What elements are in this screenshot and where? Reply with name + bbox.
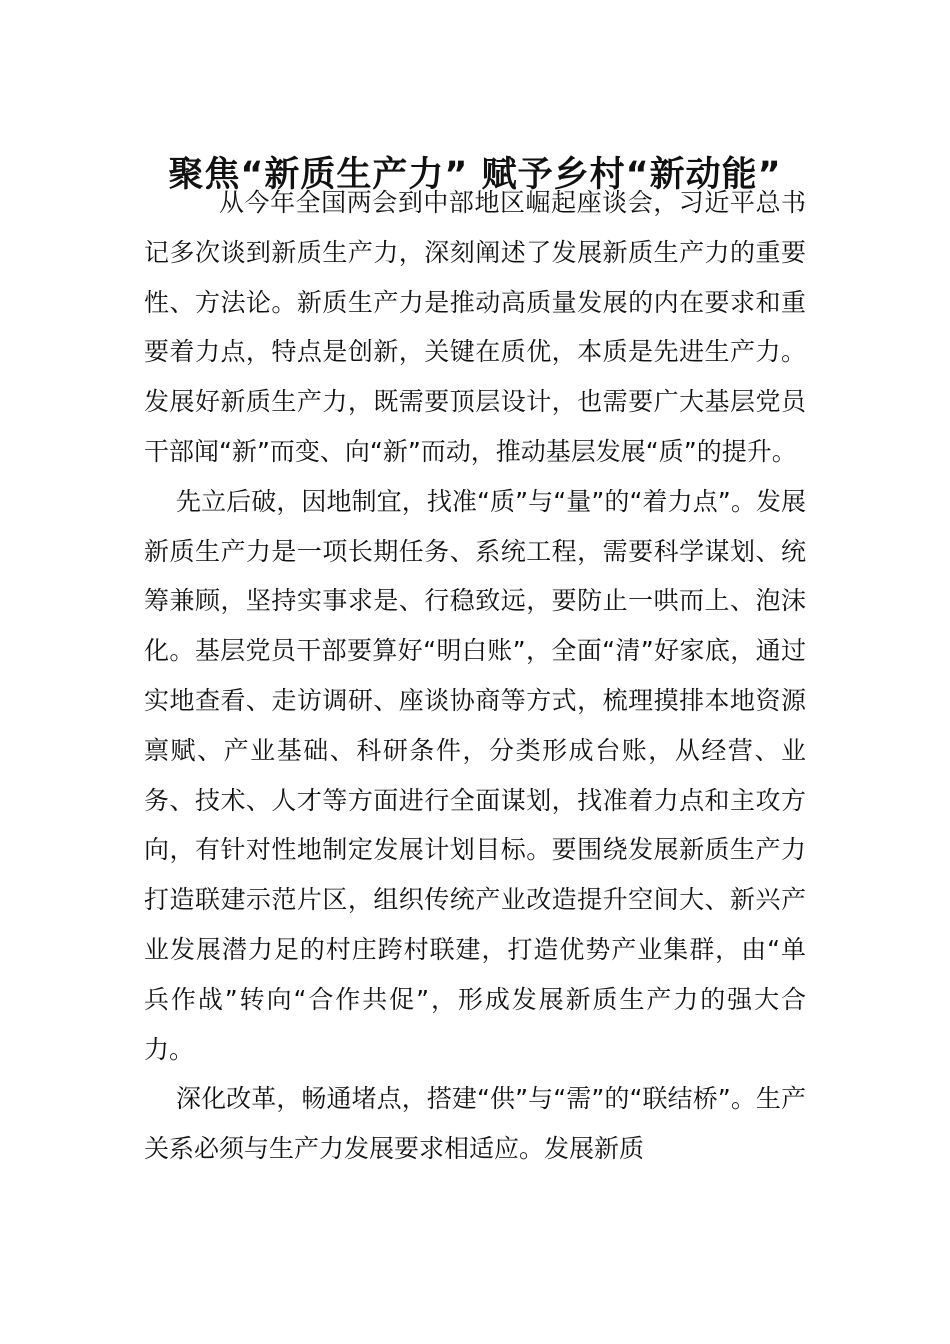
document-body bbox=[144, 178, 806, 1174]
paragraph-intro: 从今年全国两会到中部地区崛起座谈会，习近平总书记多次谈到新质生产力，深刻阐述了发展新质生产力的重要性、方法论。新质生产力是推动高质量发展的内在要求和重要着力点，特点是创新，关键在质优，本质是先进生产力。发展好新质生产力，既需要顶层设计，也需要广大基层党员干部闻“新”而变、向“新”而动，推动基层发展“质”的提升。 bbox=[144, 188, 806, 466]
paragraph-reform: 深化改革，畅通堵点，搭建“供”与“需”的“联结桥”。生产关系必须与生产力发展要求相适应。发展新质 bbox=[144, 1084, 806, 1164]
paragraph-focus-point: 先立后破，因地制宜，找准“质”与“量”的“着力点”。发展新质生产力是一项长期任务、系统工程，需要科学谋划、统筹兼顾，坚持实事求是、行稳致远，要防止一哄而上、泡沫化。基层党员干部要算好“明白账”，全面“清”好家底，通过实地查看、走访调研、座谈协商等方式，梳理摸排本地资源禀赋、产业基础、科研条件，分类形成台账，从经营、业务、技术、人才等方面进行全面谋划，找准着力点和主攻方向，有针对性地制定发展计划目标。要围绕发展新质生产力打造联建示范片区，组织传统产业改造提升空间大、新兴产业发展潜力足的村庄跨村联建，打造优势产业集群，由“单兵作战”转向“合作共促”，形成发展新质生产力的强大合力。 bbox=[144, 486, 806, 1064]
document-title: 聚焦“新质生产力” 赋予乡村“新动能” bbox=[168, 155, 782, 196]
